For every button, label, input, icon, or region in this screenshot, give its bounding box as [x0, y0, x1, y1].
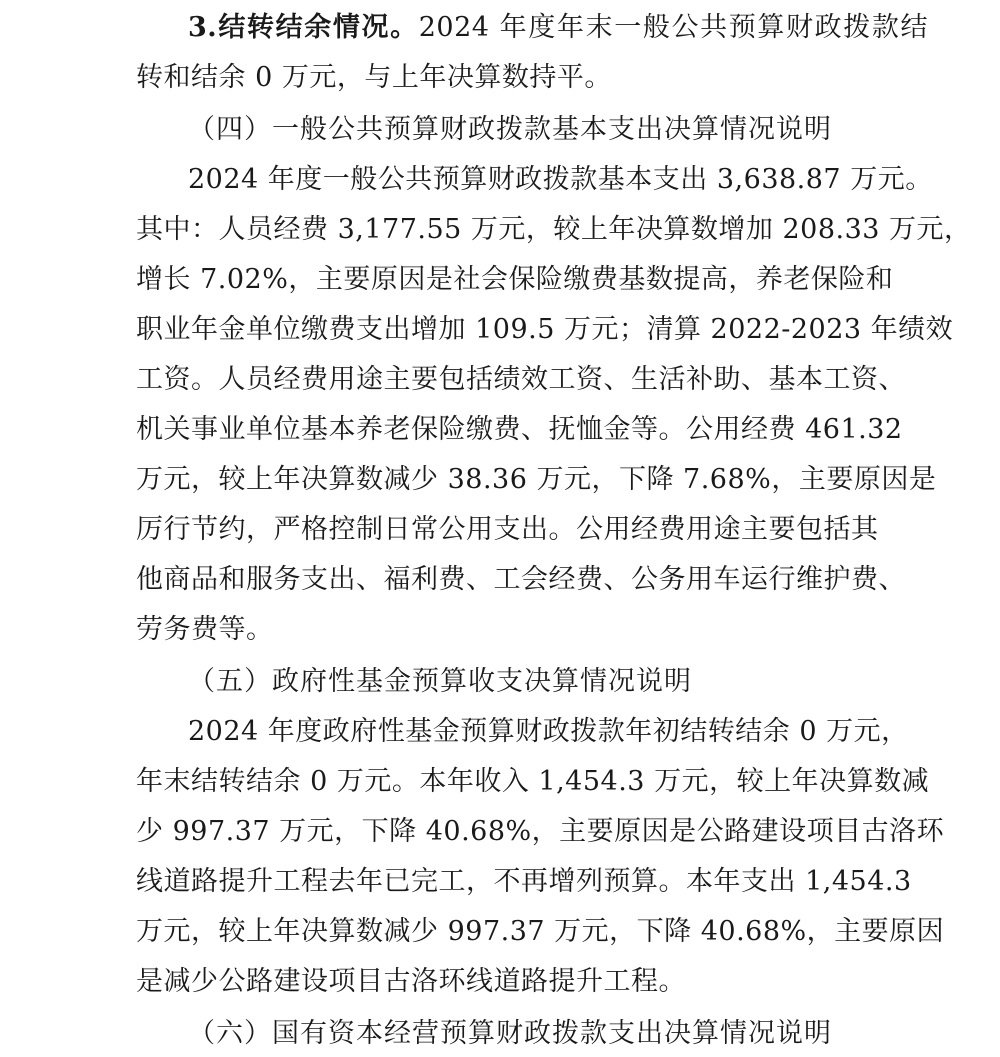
section5-heading: （五）政府性基金预算收支决算情况说明	[188, 666, 692, 697]
section3-text-1: 2024 年度年末一般公共预算财政拨款结	[418, 12, 929, 43]
section5-line-1: 2024 年度政府性基金预算财政拨款年初结转结余 0 万元，	[188, 716, 909, 747]
section5-line-4: 线道路提升工程去年已完工，不再增列预算。本年支出 1,454.3	[136, 866, 912, 897]
section4-line-8: 厉行节约，严格控制日常公用支出。公用经费用途主要包括其	[136, 514, 879, 545]
section4-heading: （四）一般公共预算财政拨款基本支出决算情况说明	[188, 114, 832, 145]
section5-line-5: 万元，较上年决算数减少 997.37 万元，下降 40.68%，主要原因	[136, 916, 945, 947]
section3-line-2: 转和结余 0 万元，与上年决算数持平。	[136, 62, 612, 93]
section5-line-3: 少 997.37 万元，下降 40.68%，主要原因是公路建设项目古洛环	[136, 816, 945, 847]
section4-line-3: 增长 7.02%，主要原因是社会保险缴费基数提高，养老保险和	[136, 264, 894, 295]
section4-line-5: 工资。人员经费用途主要包括绩效工资、生活补助、基本工资、	[136, 364, 906, 395]
section4-line-4: 职业年金单位缴费支出增加 109.5 万元；清算 2022-2023 年绩效	[136, 314, 954, 345]
section5-line-6: 是减少公路建设项目古洛环线道路提升工程。	[136, 966, 686, 997]
section4-line-2: 其中：人员经费 3,177.55 万元，较上年决算数增加 208.33 万元，	[136, 214, 972, 245]
section6-heading: （六）国有资本经营预算财政拨款支出决算情况说明	[188, 1018, 832, 1049]
section3-line-1	[188, 11, 928, 45]
section4-line-6: 机关事业单位基本养老保险缴费、抚恤金等。公用经费 461.32	[136, 414, 903, 445]
section3-label: 3.结转结余情况。	[188, 12, 419, 43]
section4-line-7: 万元，较上年决算数减少 38.36 万元，下降 7.68%，主要原因是	[136, 464, 937, 495]
section5-line-2: 年末结转结余 0 万元。本年收入 1,454.3 万元，较上年决算数减	[136, 766, 930, 797]
section4-line-10: 劳务费等。	[136, 614, 274, 645]
section4-line-1: 2024 年度一般公共预算财政拨款基本支出 3,638.87 万元。	[188, 164, 933, 195]
section4-line-9: 他商品和服务支出、福利费、工会经费、公务用车运行维护费、	[136, 564, 906, 595]
